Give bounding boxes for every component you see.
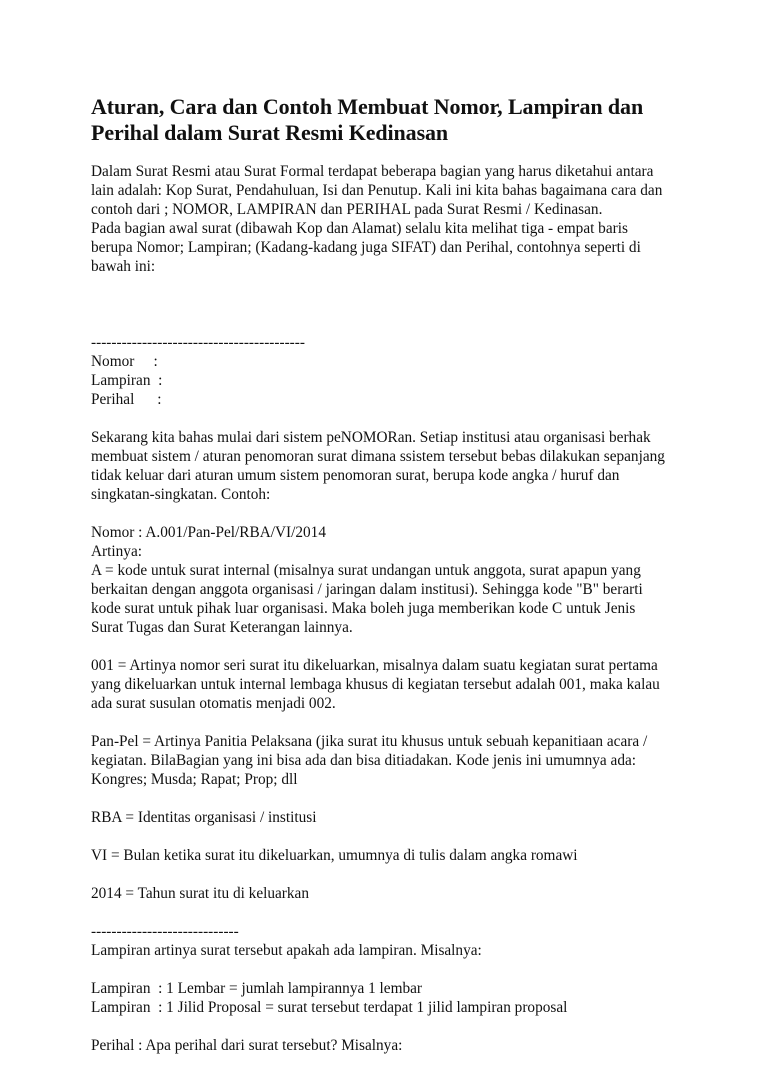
text-line: Pada bagian awal surat (dibawah Kop dan Alamat) selalu kita melihat tiga - empat baris [91,220,628,237]
text-line: lain adalah: Kop Surat, Pendahuluan, Isi dan Penutup. Kali ini kita bahas bagaimana cara dan [91,182,663,199]
text-line: berkaitan dengan anggota organisasi / jaringan dalam institusi). Sehingga kode "B" berarti [91,581,643,598]
text-line: Surat Tugas dan Surat Keterangan lainnya. [91,619,353,636]
text-line: kegiatan. BilaBagian yang ini bisa ada dan bisa ditiadakan. Kode jenis ini umumnya ada: [91,752,637,769]
example-paragraph [91,523,691,637]
text-line: berupa Nomor; Lampiran; (Kadang-kadang juga SIFAT) dan Perihal, contohnya seperti di [91,239,641,256]
text-line: Perihal : Apa perihal dari surat tersebut? Misalnya: [91,1037,403,1054]
title-line: Aturan, Cara dan Contoh Membuat Nomor, Lampiran dan [91,94,644,119]
numbering-intro-paragraph [91,428,691,504]
vi-paragraph [91,846,691,865]
divider: ------------------------------------------ [91,334,305,351]
text-line: Lampiran artinya surat tersebut apakah ada lampiran. Misalnya: [91,942,482,959]
text-line: Sekarang kita bahas mulai dari sistem peNOMORan. Setiap institusi atau organisasi berhak [91,429,651,446]
text-line: Pan-Pel = Artinya Panitia Pelaksana (jika surat itu khusus untuk sebuah kepanitiaan acara / [91,733,648,750]
intro-paragraph [91,162,691,276]
document-page [91,94,691,1074]
panpel-paragraph [91,732,691,789]
spacer [91,295,691,333]
text-line: yang dikeluarkan untuk internal lembaga khusus di kegiatan tersebut adalah 001, maka kalau [91,676,660,693]
rba-paragraph [91,808,691,827]
text-line: Lampiran : 1 Lembar = jumlah lampirannya 1 lembar [91,980,423,997]
title-line: Perihal dalam Surat Resmi Kedinasan [91,119,449,145]
example-meaning-label: Artinya: [91,543,142,560]
field-lampiran: Lampiran : [91,372,163,389]
text-line: membuat sistem / aturan penomoran surat dimana ssistem tersebut bebas dilakukan sepanjang [91,448,665,465]
example-number: Nomor : A.001/Pan-Pel/RBA/VI/2014 [91,524,326,541]
text-line: Lampiran : 1 Jilid Proposal = surat tersebut terdapat 1 jilid lampiran proposal [91,999,568,1016]
text-line: singkatan-singkatan. Contoh: [91,486,271,503]
year-paragraph [91,884,691,903]
text-line: 2014 = Tahun surat itu di keluarkan [91,885,309,902]
field-perihal: Perihal : [91,391,162,408]
field-nomor: Nomor : [91,353,158,370]
text-line: ada surat susulan otomatis menjadi 002. [91,695,336,712]
text-line: 001 = Artinya nomor seri surat itu dikeluarkan, misalnya dalam suatu kegiatan surat pertama [91,657,658,674]
text-line: bawah ini: [91,258,156,275]
serial-paragraph [91,656,691,713]
text-line: A = kode untuk surat internal (misalnya surat undangan untuk anggota, surat apapun yang [91,562,641,579]
text-line: Dalam Surat Resmi atau Surat Formal terdapat beberapa bagian yang harus diketahui antara [91,163,654,180]
text-line: kode surat untuk pihak luar organisasi. Maka boleh juga memberikan kode C untuk Jenis [91,600,636,617]
text-line: Kongres; Musda; Rapat; Prop; dll [91,771,298,788]
text-line: contoh dari ; NOMOR, LAMPIRAN dan PERIHAL pada Surat Resmi / Kedinasan. [91,201,603,218]
lampiran-section [91,922,691,960]
text-line: tidak keluar dari aturan umum sistem penomoran surat, berupa kode angka / huruf dan [91,467,620,484]
perihal-paragraph [91,1036,691,1055]
text-line: RBA = Identitas organisasi / institusi [91,809,317,826]
document-title [91,94,691,145]
divider: ----------------------------- [91,923,239,940]
lampiran-examples [91,979,691,1017]
field-template [91,333,691,409]
text-line: VI = Bulan ketika surat itu dikeluarkan, umumnya di tulis dalam angka romawi [91,847,578,864]
